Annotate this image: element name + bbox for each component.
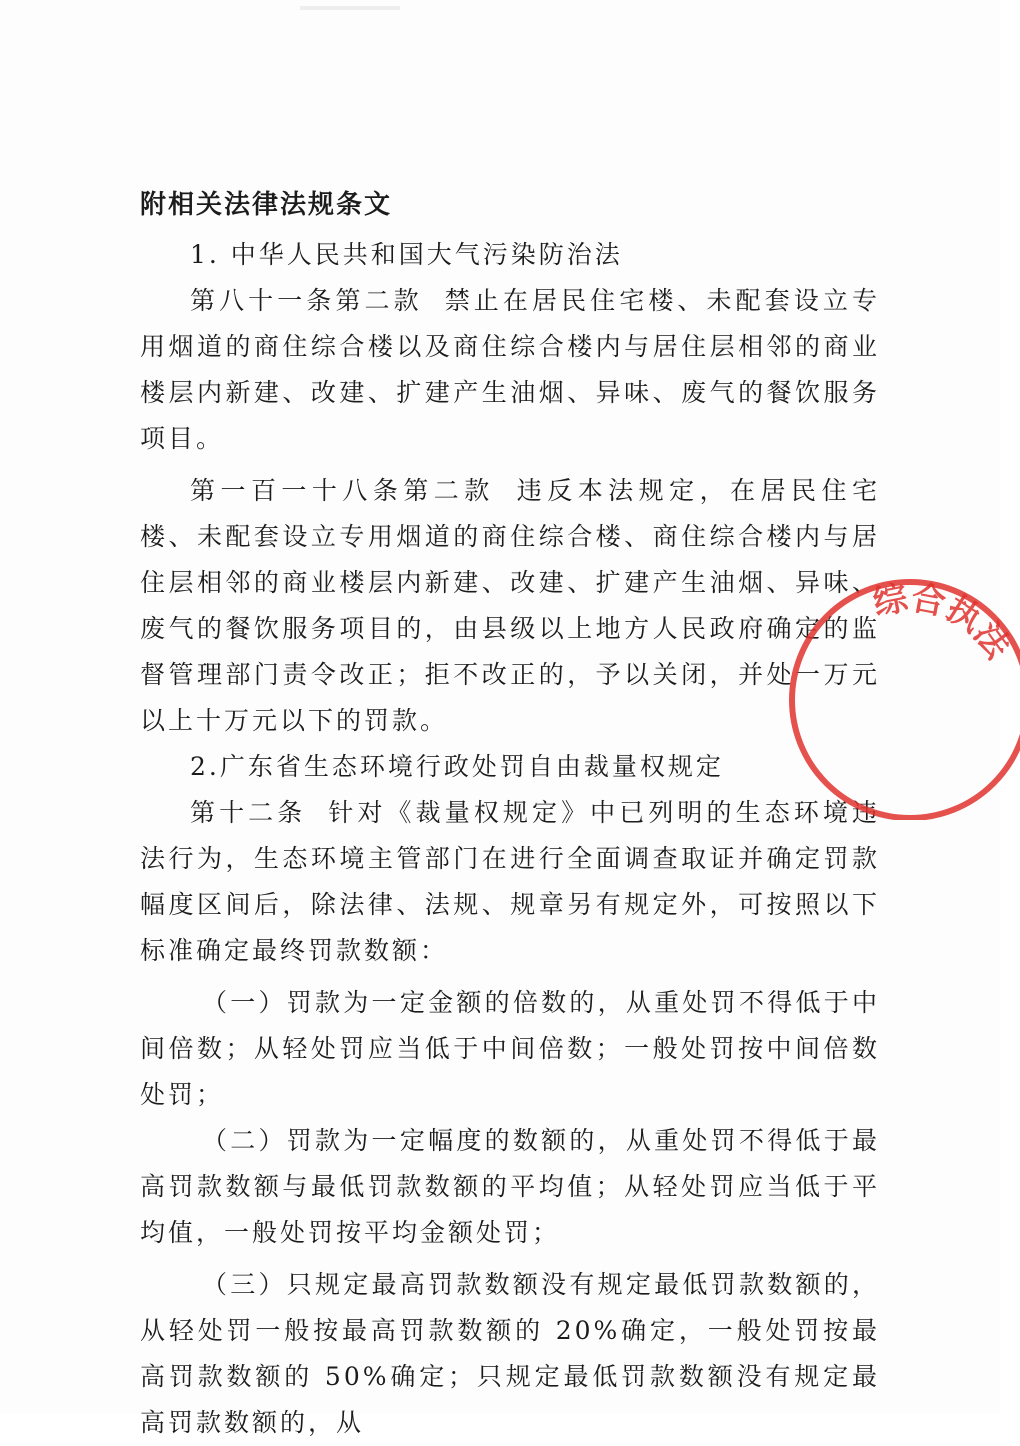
section1-article81 (140, 278, 880, 462)
article-body: 禁止在居民住宅楼、未配套设立专用烟道的商住综合楼以及商住综合楼内与居住层相邻的商业楼层内新建、改建、扩建产生油烟、异味、废气的餐饮服务项目。 (140, 286, 880, 453)
article-lead: 第八十一条第二款 (190, 286, 423, 315)
section1-article118 (140, 468, 880, 744)
list-item: （一）罚款为一定金额的倍数的，从重处罚不得低于中间倍数；从轻处罚应当低于中间倍数；一般处罚按中间倍数处罚； (140, 988, 880, 1109)
section1-title: 1. 中华人民共和国大气污染防治法 (190, 240, 623, 269)
scan-artifact (300, 6, 400, 10)
document-body (140, 182, 880, 1446)
seal-text: 综合执法 (869, 577, 1018, 667)
article-lead: 第十二条 (190, 798, 307, 827)
section2-article12 (140, 790, 880, 974)
article-lead: 第一百一十八条第二款 (190, 476, 495, 505)
section2-title: 2.广东省生态环境行政处罚自由裁量权规定 (190, 752, 724, 781)
document-heading: 附相关法律法规条文 (140, 190, 393, 220)
list-item: （二）罚款为一定幅度的数额的，从重处罚不得低于最高罚款数额与最低罚款数额的平均值；从轻处罚应当低于平均值，一般处罚按平均金额处罚； (140, 1126, 880, 1247)
list-item: （三）只规定最高罚款数额没有规定最低罚款数额的，从轻处罚一般按最高罚款数额的 20%确定，一般处罚按最高罚款数额的 50%确定；只规定最低罚款数额没有规定最高罚款数额的，从 (140, 1270, 880, 1437)
article-body: 违反本法规定，在居民住宅楼、未配套设立专用烟道的商住综合楼、商住综合楼内与居住层相邻的商业楼层内新建、改建、扩建产生油烟、异味、废气的餐饮服务项目的，由县级以上地方人民政府确定的监督管理部门责令改正；拒不改正的，予以关闭，并处一万元以上十万元以下的罚款。 (140, 476, 880, 735)
article-body: 针对《裁量权规定》中已列明的生态环境违法行为，生态环境主管部门在进行全面调查取证并确定罚款幅度区间后，除法律、法规、规章另有规定外，可按照以下标准确定最终罚款数额： (140, 798, 880, 965)
